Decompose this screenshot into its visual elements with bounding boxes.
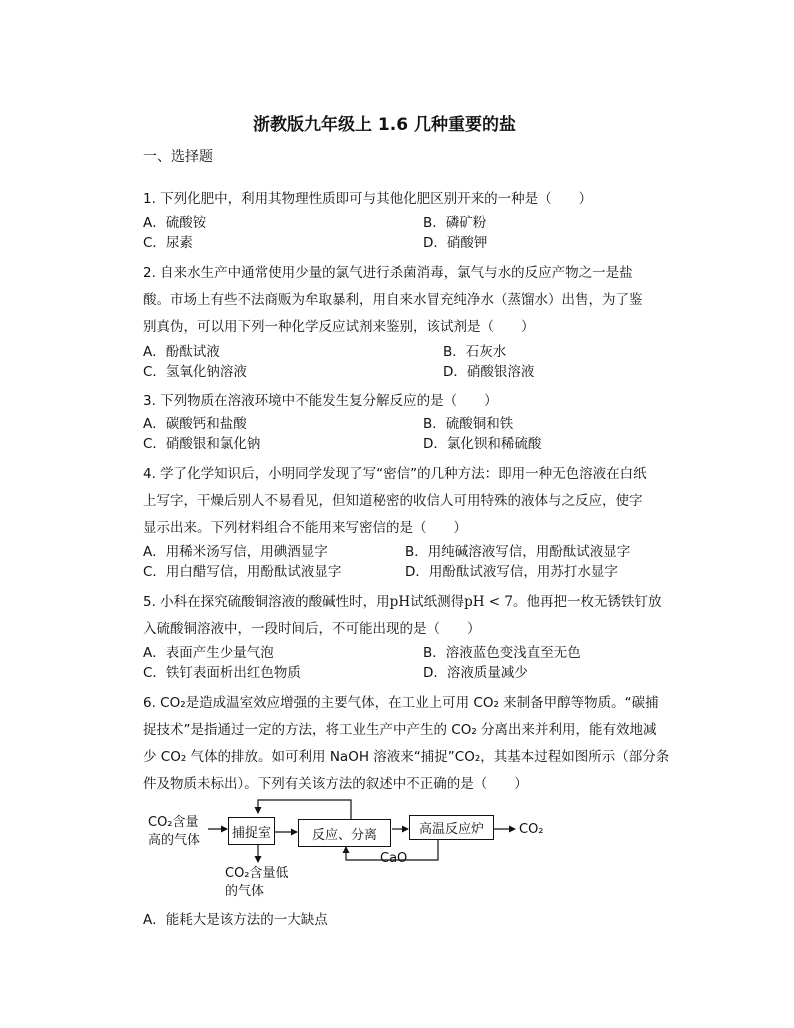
question-3-option-a: A．碳酸钙和盐酸 [143,416,247,432]
cao-label: CaO [380,851,408,866]
question-3-stem: 3. 下列物质在溶液环境中不能发生复分解反应的是（ ） [143,393,498,409]
question-2-option-c: C．氢氧化钠溶液 [143,364,247,380]
question-5-option-d: D．溶液质量减少 [423,665,528,681]
question-5-stem-post: 。他再把一枚无锈铁钉放 [513,594,662,610]
question-1-stem: 1. 下列化肥中，利用其物理性质即可与其他化肥区别开来的一种是（ ） [143,191,593,207]
question-4-option-c: C．用白醋写信，用酚酞试液显字 [143,564,342,580]
section-heading: 一、选择题 [143,149,213,165]
reaction-separation-box: 反应、分离 [298,819,391,847]
question-6-option-a: A．能耗大是该方法的一大缺点 [143,912,328,928]
input-gas-label-line-1: CO₂含量 [148,815,199,830]
question-4-stem-line-1: 4. 学了化学知识后，小明同学发现了写“密信”的几种方法：即用一种无色溶液在白纸 [143,466,647,482]
question-3-option-d: D．氯化钡和稀硫酸 [423,436,542,452]
question-5-option-a: A．表面产生少量气泡 [143,645,274,661]
page-title: 浙教版九年级上 1.6 几种重要的盐 [253,115,516,135]
question-2-option-d: D．硝酸银溶液 [443,364,535,380]
question-6-stem-line-3: 少 CO₂ 气体的排放。如可利用 NaOH 溶液来“捕捉”CO₂，其基本过程如图所示（部分条 [143,749,670,765]
question-2-stem-line-3: 别真伪，可以用下列一种化学反应试剂来鉴别，该试剂是（ ） [143,319,535,335]
question-4-stem-line-3: 显示出来。下列材料组合不能用来写密信的是（ ） [143,520,467,536]
question-5-stem-mid: 试纸测得 [410,594,465,610]
question-4-option-a: A．用稀米汤写信，用碘酒显字 [143,544,328,560]
ph-symbol: pH [389,594,411,610]
question-4-option-d: D．用酚酞试液写信，用苏打水显字 [405,564,618,580]
question-6-stem-line-2: 捉技术”是指通过一定的方法，将工业生产中产生的 CO₂ 分离出来并利用，能有效地减 [143,722,657,738]
input-gas-label-line-2: 高的气体 [148,833,201,848]
question-1-option-d: D．硝酸钾 [423,235,488,251]
question-5-stem-line-2: 入硫酸铜溶液中，一段时间后，不可能出现的是（ ） [143,621,481,637]
question-6-stem-line-1: 6. CO₂是造成温室效应增强的主要气体，在工业上可用 CO₂ 来制备甲醇等物质。“碳捕 [143,695,659,711]
low-gas-label-line-2: 的气体 [225,884,265,899]
question-5-stem-line-1 [143,596,662,610]
low-gas-label-line-1: CO₂含量低 [225,866,289,881]
question-5-option-c: C．铁钉表面析出红色物质 [143,665,301,681]
high-temp-furnace-box: 高温反应炉 [409,815,494,840]
question-2-stem-line-1: 2. 自来水生产中通常使用少量的氯气进行杀菌消毒，氯气与水的反应产物之一是盐 [143,265,633,281]
question-3-option-b: B．硫酸铜和铁 [423,416,514,432]
question-2-option-a: A．酚酞试液 [143,344,220,360]
question-3-option-c: C．硝酸银和氯化钠 [143,436,261,452]
question-1-option-c: C．尿素 [143,235,193,251]
question-2-stem-line-2: 酸。市场上有些不法商贩为牟取暴利，用自来水冒充纯净水（蒸馏水）出售，为了鉴 [143,292,643,308]
capture-chamber-box: 捕捉室 [228,817,275,845]
question-4-stem-line-2: 上写字，干燥后别人不易看见，但知道秘密的收信人可用特殊的液体与之反应，使字 [143,493,643,509]
question-5-option-b: B．溶液蓝色变浅直至无色 [423,645,581,661]
question-1-option-a: A．硫酸铵 [143,215,207,231]
output-co2-label: CO₂ [519,822,544,837]
question-5-stem-pre: 5. 小科在探究硫酸铜溶液的酸碱性时，用 [143,594,390,610]
question-4-option-b: B．用纯碱溶液写信，用酚酞试液显字 [405,544,631,560]
question-2-option-b: B．石灰水 [443,344,507,360]
question-1-option-b: B．磷矿粉 [423,215,487,231]
question-6-stem-line-4: 件及物质未标出）。下列有关该方法的叙述中不正确的是（ ） [143,776,528,792]
ph-inequality: pH < 7 [464,594,513,610]
